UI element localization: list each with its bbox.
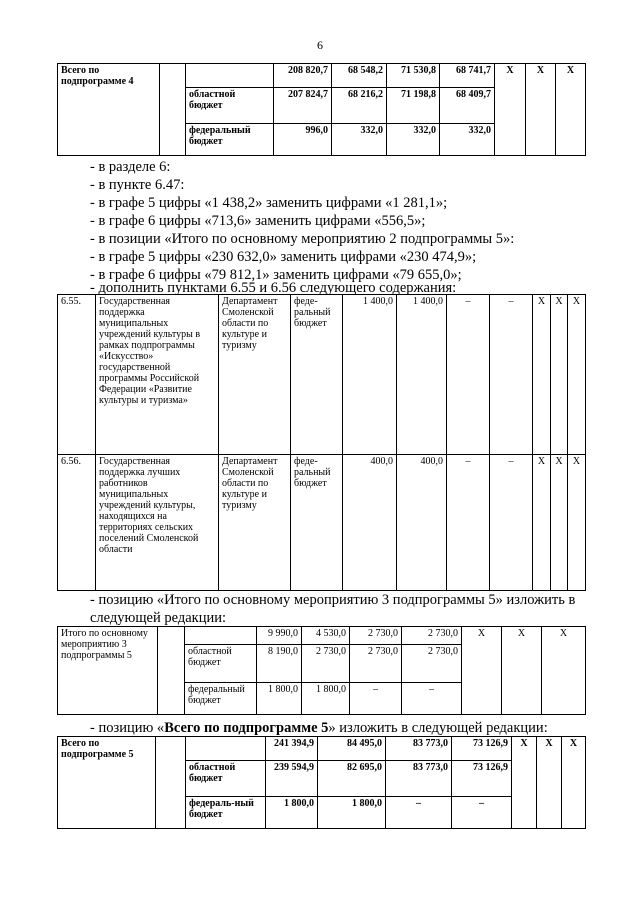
instruction-line: - в позиции «Итого по основному мероприятию 2 подпрограммы 5»: (90, 231, 515, 247)
row-label: Всего по подпрограмме 4 (58, 64, 160, 156)
instruction-line: - в графе 6 цифры «79 812,1» заменить цифрами «79 655,0»; (90, 267, 462, 283)
row-label: Всего по подпрограмме 5 (58, 737, 156, 829)
instruction-line: - позицию «Всего по подпрограмме 5» изложить в следующей редакции: (90, 720, 548, 736)
table-row: федеральный бюджет 996,0 332,0 332,0 332,0 (58, 124, 586, 156)
instruction-line: - позицию «Итого по основному мероприятию 3 подпрограммы 5» изложить в следующей редакции: (90, 592, 576, 626)
table-subprogram4-total (57, 63, 586, 156)
page-number: 6 (317, 38, 323, 52)
instruction-line: - в графе 5 цифры «1 438,2» заменить цифрами «1 281,1»; (90, 195, 448, 211)
table-row: федеральный бюджет 1 800,0 1 800,0 – – (58, 683, 586, 715)
table-row: Итого по основному мероприятию 3 подпрограммы 5 9 990,0 4 530,0 2 730,0 2 730,0 X X X (58, 627, 586, 645)
table-row: федераль-ный бюджет 1 800,0 1 800,0 – – (58, 797, 586, 829)
table-new-items (57, 294, 586, 591)
table-row: областной бюджет 239 594,9 82 695,0 83 773,0 73 126,9 (58, 761, 586, 797)
instruction-line: - дополнить пунктами 6.55 и 6.56 следующего содержания: (90, 280, 457, 296)
table-row: 6.56. Государственная поддержка лучших работников муниципальных учреждений культуры, находящихся на территориях сельских поселений Смоленской области Департамент Смоленской области по культуре и туризму феде-ральный бюджет 400,0 400,0 – – X X X (58, 455, 586, 591)
table-row: Всего по подпрограмме 4 208 820,7 68 548,2 71 530,8 68 741,7 X X X (58, 64, 586, 88)
table-row: областной бюджет 8 190,0 2 730,0 2 730,0 2 730,0 (58, 645, 586, 683)
instruction-line: - в разделе 6: (90, 159, 171, 175)
table-row: 6.55. Государственная поддержка муниципальных учреждений культуры в рамках подпрограммы «Искусство» государственной программы Российской Федерации «Развитие культуры и туризма» Департамент Смоленской области по культуре и туризму феде-ральный бюджет 1 400,0 1 400,0 – – X X X (58, 295, 586, 455)
table-main-activity3-total (57, 626, 586, 715)
row-label: Итого по основному мероприятию 3 подпрограммы 5 (58, 627, 158, 715)
instruction-line: - в графе 6 цифры «713,6» заменить цифрами «556,5»; (90, 213, 426, 229)
table-subprogram5-total (57, 736, 586, 829)
instruction-line: - в пункте 6.47: (90, 177, 185, 193)
table-row: областной бюджет 207 824,7 68 216,2 71 198,8 68 409,7 (58, 88, 586, 124)
instruction-line: - в графе 5 цифры «230 632,0» заменить цифрами «230 474,9»; (90, 249, 477, 265)
table-row: Всего по подпрограмме 5 241 394,9 84 495,0 83 773,0 73 126,9 X X X (58, 737, 586, 761)
